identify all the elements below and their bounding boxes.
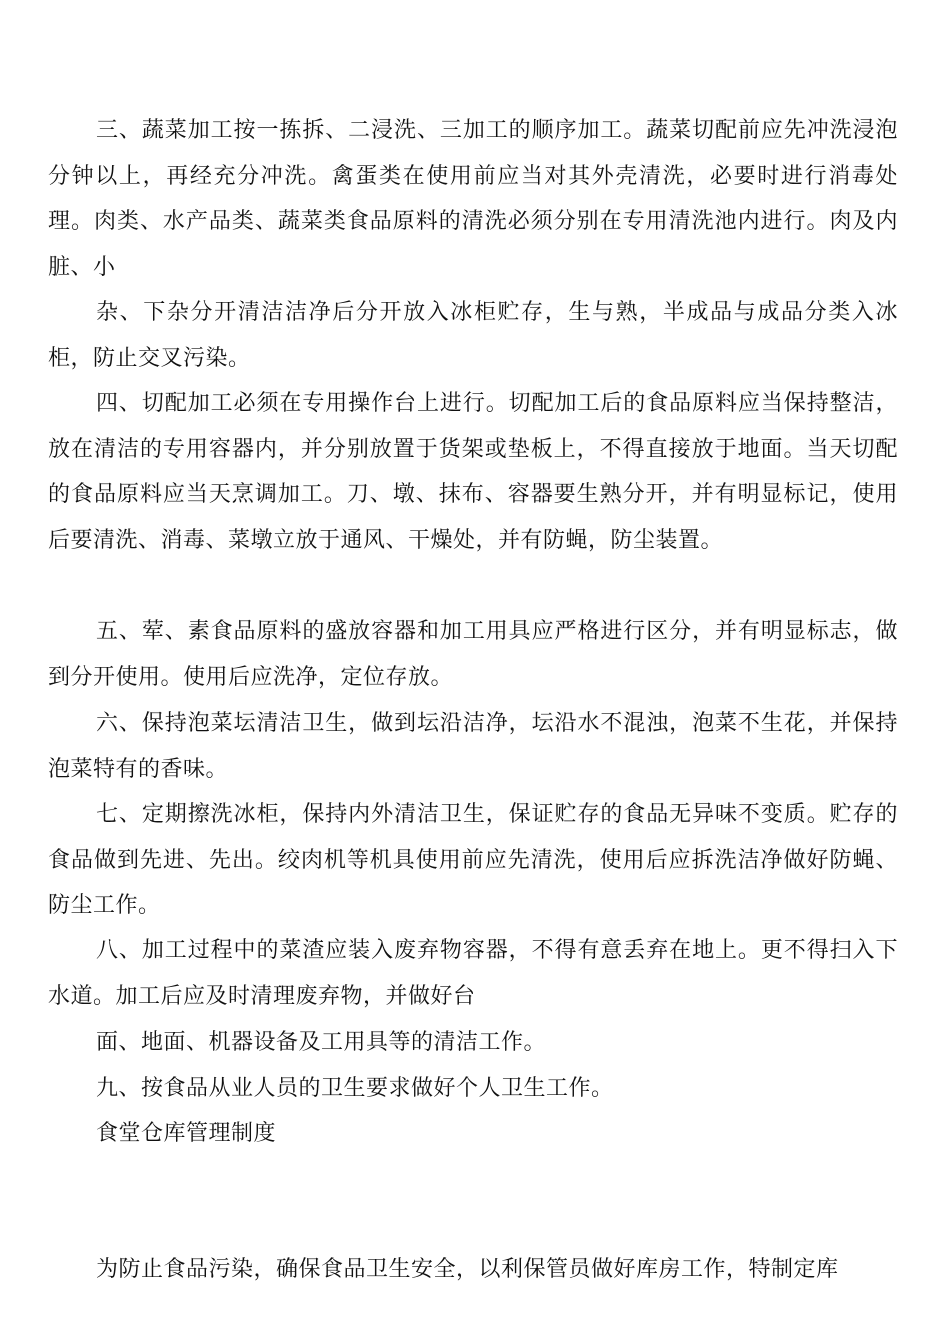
- paragraph-warehouse-intro: 为防止食品污染，确保食品卫生安全，以利保管员做好库房工作，特制定库: [96, 1257, 839, 1282]
- paragraph-freezer-cleaning: 七、定期擦洗冰柜，保持内外清洁卫生，保证贮存的食品无异味不变质。贮存的食品做到先进、先出。绞肉机等机具使用前应先清洗，使用后应拆洗洁净做好防蝇、防尘工作。: [48, 802, 898, 919]
- paragraph-offal-storage: 杂、下杂分开清洁洁净后分开放入冰柜贮存，生与熟，半成品与成品分类入冰柜，防止交叉污染。: [48, 300, 898, 371]
- paragraph-surface-cleaning: 面、地面、机器设备及工用具等的清洁工作。: [96, 1030, 547, 1055]
- paragraph-pickle-jar: 六、保持泡菜坛清洁卫生，做到坛沿洁净，坛沿水不混浊，泡菜不生花，并保持泡菜特有的香味。: [48, 711, 898, 782]
- paragraph-waste-disposal: 八、加工过程中的菜渣应装入废弃物容器，不得有意丢弃在地上。更不得扫入下水道。加工后应及时清理废弃物，并做好台: [48, 938, 898, 1009]
- paragraph-personal-hygiene: 九、按食品从业人员的卫生要求做好个人卫生工作。: [96, 1076, 614, 1101]
- paragraph-meat-vegetable-containers: 五、荤、素食品原料的盛放容器和加工用具应严格进行区分，并有明显标志，做到分开使用。使用后应洗净，定位存放。: [48, 619, 898, 690]
- paragraph-vegetable-processing: 三、蔬菜加工按一拣拆、二浸洗、三加工的顺序加工。蔬菜切配前应先冲洗浸泡 分钟以上，再经充分冲洗。禽蛋类在使用前应当对其外壳清洗，必要时进行消毒处理。肉类、水产品类、蔬菜类食品原料的清洗必须分别在专用清洗池内进行。肉及内脏、小: [48, 118, 898, 280]
- paragraph-cutting-preparation: 四、切配加工必须在专用操作台上进行。切配加工后的食品原料应当保持整洁，放在清洁的专用容器内，并分别放置于货架或垫板上，不得直接放于地面。当天切配的食品原料应当天烹调加工。刀、墩、抹布、容器要生熟分开，并有明显标记，使用后要清洗、消毒、菜墩立放于通风、干燥处，并有防蝇，防尘装置。: [48, 391, 898, 553]
- section-heading-warehouse-rules: 食堂仓库管理制度: [96, 1121, 277, 1146]
